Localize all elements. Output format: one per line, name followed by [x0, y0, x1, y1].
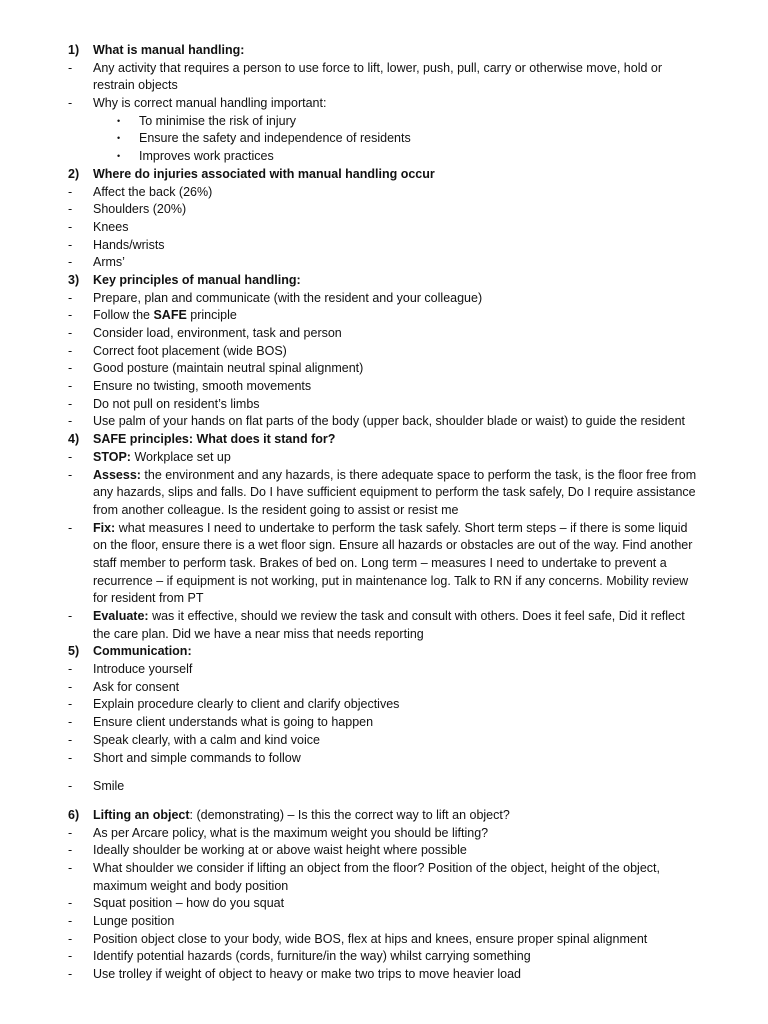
list-item [0, 626, 768, 644]
item-text [93, 931, 714, 949]
list-item [0, 290, 768, 308]
bullet-text: Ensure the safety and independence of residents [139, 131, 411, 146]
dash-marker: - [68, 779, 73, 794]
item-text [93, 449, 714, 467]
item-text-body: Why is correct manual handling important: [93, 96, 327, 111]
dash-marker: - [68, 843, 73, 858]
item-text [93, 219, 714, 237]
item-text-bold: Assess: [93, 467, 141, 482]
section-heading [0, 166, 768, 184]
list-item [0, 931, 768, 949]
list-item [0, 254, 768, 272]
item-text [93, 590, 714, 608]
bullet-item [0, 148, 768, 166]
section-heading [0, 42, 768, 60]
item-text [93, 778, 714, 796]
item-text-body: Affect the back (26%) [93, 184, 213, 199]
list-item [0, 219, 768, 237]
list-item [0, 484, 768, 502]
section-number: 1) [68, 43, 80, 57]
list-item [0, 537, 768, 555]
section-title-suffix: : (demonstrating) – Is this the correct way to lift an object? [189, 807, 510, 822]
item-text [93, 732, 714, 750]
list-item [0, 360, 768, 378]
item-text [93, 413, 714, 431]
list-item [0, 307, 768, 325]
list-item [0, 590, 768, 608]
list-item [0, 95, 768, 113]
item-text-body: Squat position – how do you squat [93, 896, 285, 911]
item-text [93, 573, 714, 591]
list-item [0, 573, 768, 591]
bullet-marker: • [117, 115, 121, 126]
dash-marker: - [68, 308, 73, 323]
item-text-pre: Follow the [93, 308, 154, 323]
dash-marker: - [68, 520, 73, 535]
dash-marker: - [68, 290, 73, 305]
section-number: 4) [68, 432, 80, 447]
list-item [0, 948, 768, 966]
section-title [93, 431, 714, 449]
section-number: 2) [68, 166, 80, 181]
item-text [93, 520, 714, 538]
item-text-body: the environment and any hazards, is there adequate space to perform the task, is the floor free from [140, 467, 697, 482]
item-text [93, 966, 714, 984]
list-item [0, 520, 768, 538]
item-text-body: what measures I need to undertake to perform the task safely. Short term steps – if there is some liquid [115, 520, 688, 535]
item-text [93, 77, 714, 95]
item-text [93, 608, 714, 626]
dash-marker: - [68, 949, 73, 964]
item-text-body: was it effective, should we review the task and consult with others. Does it feel safe, Did it reflect [148, 609, 685, 623]
item-text-body: Ideally shoulder be working at or above waist height where possible [93, 843, 467, 858]
item-text-body: Arms’ [93, 255, 125, 270]
dash-marker: - [68, 467, 73, 482]
list-item [0, 555, 768, 573]
item-text-bold: SAFE [153, 308, 187, 323]
item-text [93, 696, 714, 714]
item-text-body: Use trolley if weight of object to heavy or make two trips to move heavier load [93, 967, 521, 982]
list-item [0, 842, 768, 860]
section-heading [0, 272, 768, 290]
item-text-body: Smile [93, 779, 125, 794]
dash-marker: - [68, 732, 73, 747]
item-text [93, 484, 714, 502]
list-item [0, 237, 768, 255]
section-heading [0, 643, 768, 661]
dash-marker: - [68, 361, 73, 376]
list-item [0, 608, 768, 626]
list-item [0, 732, 768, 750]
item-text-bold: Evaluate: [93, 609, 149, 623]
dash-marker: - [68, 96, 73, 111]
item-text [93, 307, 714, 325]
item-text [93, 555, 714, 573]
list-item [0, 878, 768, 896]
dash-marker: - [68, 343, 73, 358]
item-text-body: Do not pull on resident’s limbs [93, 396, 260, 411]
dash-marker: - [68, 449, 73, 464]
item-text [93, 325, 714, 343]
item-text [93, 343, 714, 361]
list-item [0, 502, 768, 520]
dash-marker: - [68, 237, 73, 252]
item-text-body: As per Arcare policy, what is the maximum weight you should be lifting? [93, 825, 489, 840]
section-title-text: What is manual handling: [93, 43, 245, 57]
dash-marker: - [68, 609, 73, 623]
item-text [93, 895, 714, 913]
section-number: 5) [68, 644, 80, 659]
dash-marker: - [68, 697, 73, 712]
item-text-body: What shoulder we consider if lifting an object from the floor? Position of the object, height of the object, [93, 860, 660, 875]
item-text [93, 201, 714, 219]
dash-marker: - [68, 914, 73, 928]
item-text-body: Ensure client understands what is going to happen [93, 715, 374, 730]
spacer [0, 796, 768, 807]
list-item [0, 778, 768, 796]
item-text-body: Consider load, environment, task and person [93, 326, 342, 340]
item-text [93, 184, 714, 202]
item-text-body: Ensure no twisting, smooth movements [93, 379, 312, 394]
section-number: 6) [68, 807, 80, 822]
list-item [0, 860, 768, 878]
bullet-text: To minimise the risk of injury [139, 113, 296, 128]
item-text [93, 913, 714, 931]
item-text-body: Short and simple commands to follow [93, 750, 301, 765]
item-text [93, 360, 714, 378]
section-title [93, 42, 714, 60]
dash-marker: - [68, 396, 73, 411]
item-text-body: restrain objects [93, 78, 178, 93]
dash-marker: - [68, 326, 73, 340]
item-text-body: Lunge position [93, 914, 175, 928]
item-text [93, 661, 714, 679]
list-item [0, 396, 768, 414]
list-item [0, 60, 768, 78]
list-item [0, 895, 768, 913]
dash-marker: - [68, 219, 73, 234]
item-text [93, 825, 714, 843]
section-title [93, 807, 714, 825]
item-text-body: Speak clearly, with a calm and kind voice [93, 732, 320, 747]
list-item [0, 201, 768, 219]
item-text-body: Good posture (maintain neutral spinal alignment) [93, 361, 364, 376]
section-heading [0, 431, 768, 449]
list-item [0, 77, 768, 95]
item-text-body: the care plan. Did we have a near miss that needs reporting [93, 626, 424, 641]
item-text [93, 842, 714, 860]
item-text-body: principle [186, 308, 237, 323]
section-title-text: Where do injuries associated with manual handling occur [93, 166, 435, 181]
dash-marker: - [68, 60, 73, 75]
item-text [93, 237, 714, 255]
bullet-marker: • [117, 151, 121, 162]
list-item [0, 714, 768, 732]
item-text [93, 860, 714, 878]
item-text-body: Any activity that requires a person to use force to lift, lower, push, pull, carry or otherwise move, hold or [93, 60, 663, 75]
bullet-item [0, 113, 768, 131]
section-title-text: Lifting an object [93, 807, 190, 822]
item-text-body: Correct foot placement (wide BOS) [93, 343, 287, 358]
dash-marker: - [68, 860, 73, 875]
dash-marker: - [68, 414, 73, 429]
list-item [0, 679, 768, 697]
section-number: 3) [68, 272, 80, 287]
list-item [0, 696, 768, 714]
dash-marker: - [68, 931, 73, 946]
section-title [93, 272, 714, 290]
dash-marker: - [68, 662, 73, 677]
list-item [0, 966, 768, 984]
item-text [93, 95, 714, 113]
dash-marker: - [68, 750, 73, 765]
dash-marker: - [68, 255, 73, 270]
list-item [0, 661, 768, 679]
bullet-marker: • [117, 133, 121, 144]
item-text-bold: Fix: [93, 520, 116, 535]
item-text [93, 948, 714, 966]
dash-marker: - [68, 379, 73, 394]
item-text-body: recurrence – if equipment is not working, put in maintenance log. Talk to RN if any concerns. Mobility review [93, 573, 689, 588]
section-title-text: Key principles of manual handling: [93, 272, 301, 287]
item-text-bold: STOP: [93, 449, 131, 464]
item-text [93, 750, 714, 768]
item-text-body: for resident from PT [93, 591, 204, 606]
dash-marker: - [68, 967, 73, 982]
list-item [0, 913, 768, 931]
item-text [93, 467, 714, 485]
dash-marker: - [68, 679, 73, 694]
section-title-text: Communication: [93, 644, 192, 659]
list-item [0, 825, 768, 843]
item-text [93, 679, 714, 697]
dash-marker: - [68, 825, 73, 840]
list-item [0, 343, 768, 361]
item-text-body: on the floor, ensure there is a wet floor sign. Ensure all hazards or obstacles are out of the way. Find another [93, 538, 693, 553]
item-text-body: Shoulders (20%) [93, 202, 187, 217]
item-text [93, 502, 714, 520]
item-text [93, 714, 714, 732]
section-heading [0, 807, 768, 825]
item-text-body: Ask for consent [93, 679, 180, 694]
item-text-body: Position object close to your body, wide BOS, flex at hips and knees, ensure proper spinal alignment [93, 931, 648, 946]
item-text [93, 396, 714, 414]
item-text-body: Identify potential hazards (cords, furniture/in the way) whilst carrying something [93, 949, 531, 964]
item-text-body: staff member to perform task. Brakes of bed on. Long term – measures I need to undertake to prevent a [93, 555, 667, 570]
section-title [93, 166, 714, 184]
dash-marker: - [68, 715, 73, 730]
list-item [0, 467, 768, 485]
item-text [93, 254, 714, 272]
list-item [0, 378, 768, 396]
section-title-text: SAFE principles: What does it stand for? [93, 432, 336, 447]
item-text-body: maximum weight and body position [93, 878, 289, 893]
item-text [93, 878, 714, 896]
section-title [93, 643, 714, 661]
item-text-body: from another colleague. Is the resident going to assist or resist me [93, 502, 459, 517]
dash-marker: - [68, 184, 73, 199]
item-text-body: Knees [93, 219, 129, 234]
list-item [0, 325, 768, 343]
dash-marker: - [68, 896, 73, 911]
dash-marker: - [68, 202, 73, 217]
item-text-body: Use palm of your hands on flat parts of the body (upper back, shoulder blade or waist) to guide the resident [93, 414, 686, 429]
item-text [93, 378, 714, 396]
item-text-body: Workplace set up [130, 449, 231, 464]
item-text-body: Introduce yourself [93, 662, 193, 677]
item-text [93, 290, 714, 308]
list-item [0, 184, 768, 202]
bullet-item [0, 130, 768, 148]
item-text-body: any hazards, slips and falls. Do I have sufficient equipment to perform the task safely, Do I require assistance [93, 485, 696, 500]
spacer [0, 767, 768, 778]
item-text [93, 626, 714, 644]
bullet-text: Improves work practices [139, 149, 274, 164]
item-text [93, 537, 714, 555]
list-item [0, 750, 768, 768]
item-text-body: Hands/wrists [93, 237, 165, 252]
item-text [93, 60, 714, 78]
list-item [0, 449, 768, 467]
list-item [0, 413, 768, 431]
item-text-body: Prepare, plan and communicate (with the resident and your colleague) [93, 290, 483, 305]
item-text-body: Explain procedure clearly to client and clarify objectives [93, 697, 400, 712]
